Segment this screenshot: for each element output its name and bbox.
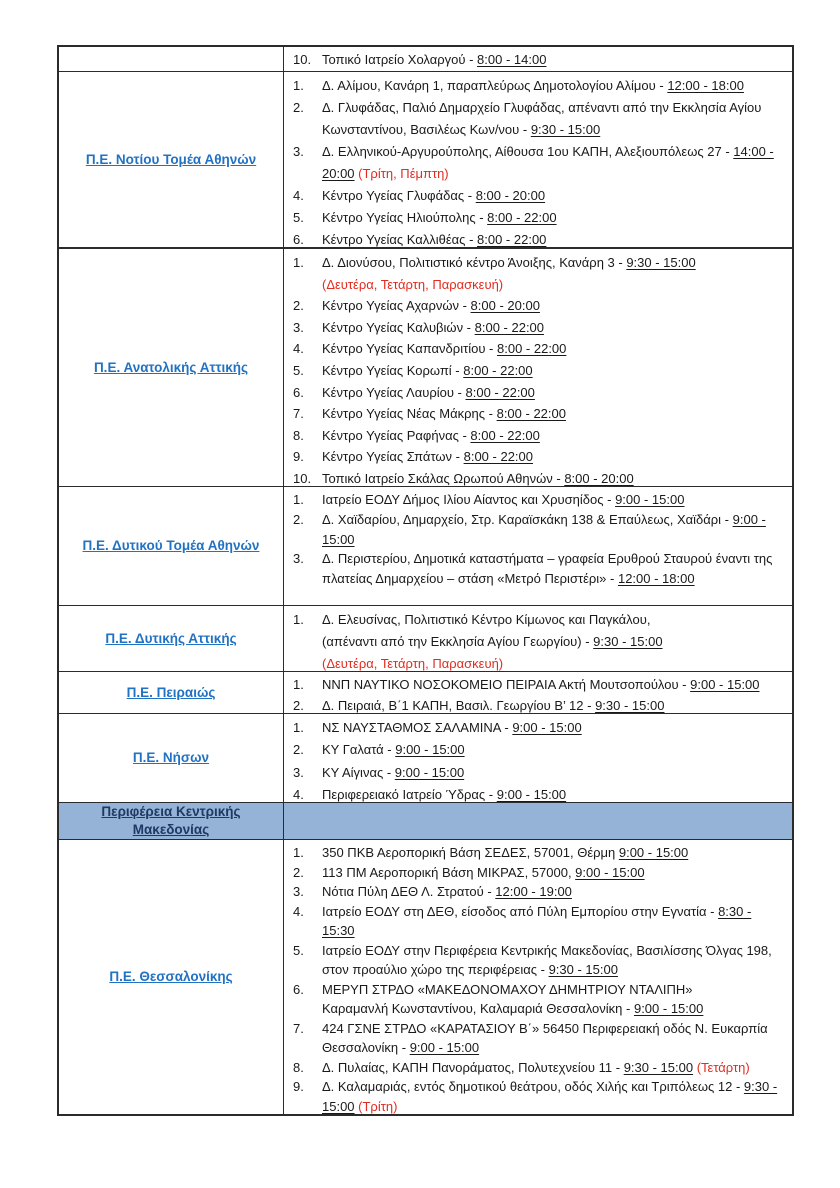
region-link[interactable]: Περιφέρεια Κεντρικής Μακεδονίας — [101, 804, 241, 837]
item-number: 10. — [293, 470, 312, 486]
table-row — [59, 606, 792, 672]
location-text: Καραμανλή Κωνσταντίνου, Καλαμαριά Θεσσαλονίκη - — [322, 1001, 634, 1016]
opening-hours: 9:30 - 15:00 — [595, 697, 665, 713]
list-item — [293, 1058, 786, 1078]
list-item — [293, 863, 786, 883]
item-number: 2. — [293, 864, 304, 880]
list-item — [293, 229, 786, 247]
location-text: Δ. Γλυφάδας, Παλιό Δημαρχείο Γλυφάδας, απέναντι από την Εκκλησία Αγίου Κωνσταντίνου, Βασιλέως Κων/νου - — [322, 100, 762, 137]
item-text — [322, 338, 786, 360]
locations-cell — [284, 840, 792, 1114]
item-number: 5. — [293, 942, 304, 958]
list-item — [293, 50, 786, 70]
day-note: (Τρίτη, Πέμπτη) — [354, 166, 449, 181]
location-text: Ιατρείο ΕΟΔΥ Δήμος Ιλίου Αίαντος και Χρυσηίδος - — [322, 492, 616, 507]
day-note: (Τρίτη) — [354, 1098, 398, 1114]
item-number: 2. — [293, 100, 304, 115]
item-number: 2. — [293, 511, 304, 527]
opening-hours: 9:30 - 15:00 — [322, 1079, 778, 1114]
region-cell — [59, 72, 284, 247]
table-row — [59, 487, 792, 606]
item-text — [322, 50, 786, 70]
list-item — [293, 762, 786, 784]
day-note: (Τετάρτη) — [693, 1059, 750, 1075]
item-number: 6. — [293, 981, 304, 997]
table-row — [59, 672, 792, 714]
list-item — [293, 941, 786, 980]
region-link[interactable]: Π.Ε. Νοτίου Τομέα Αθηνών — [85, 151, 257, 167]
item-text — [322, 229, 786, 247]
opening-hours: 8:00 - 22:00 — [477, 232, 547, 247]
item-text — [322, 762, 786, 784]
item-text — [322, 75, 786, 97]
locations-cell — [284, 606, 792, 671]
opening-hours: 8:00 - 22:00 — [496, 406, 566, 422]
item-text — [322, 490, 786, 510]
opening-hours: 8:30 - 15:30 — [322, 903, 752, 938]
list-item — [293, 696, 786, 713]
item-text — [322, 980, 786, 1019]
item-text — [322, 902, 786, 941]
item-text — [322, 382, 786, 404]
opening-hours: 9:30 - 15:00 — [548, 962, 618, 977]
table-row — [59, 840, 792, 1114]
item-number: 6. — [293, 384, 304, 400]
region-link[interactable]: Π.Ε. Πειραιώς — [126, 684, 216, 700]
list-item — [293, 446, 786, 468]
opening-hours: 8:00 - 22:00 — [463, 449, 533, 465]
location-text: Δ. Χαϊδαρίου, Δημαρχείο, Στρ. Καραϊσκάκη 138 & Επαύλεως, Χαϊδάρι - — [322, 511, 733, 527]
item-number: 1. — [293, 78, 304, 93]
region-cell — [59, 714, 284, 802]
opening-hours: 9:00 - 15:00 — [395, 742, 465, 758]
list-item — [293, 403, 786, 425]
item-text — [322, 141, 786, 185]
item-number: 10. — [293, 52, 312, 67]
location-text: ΝΣ ΝΑΥΣΤΑΘΜΟΣ ΣΑΛΑΜΙΝΑ - — [322, 720, 513, 735]
item-number: 3. — [293, 884, 304, 899]
location-text: Δ. Περιστερίου, Δημοτικά καταστήματα – γραφεία Ερυθρού Σταυρού έναντι της πλατείας Δημαρχείου – στάση «Μετρό Περιστέρι» - — [322, 551, 773, 587]
table-row — [59, 714, 792, 803]
item-text — [322, 675, 786, 696]
opening-hours: 8:00 - 22:00 — [474, 319, 545, 335]
region-link[interactable]: Π.Ε. Ανατολικής Αττικής — [93, 359, 249, 375]
location-text: ΚΥ Γαλατά - — [322, 742, 396, 758]
list-item — [293, 360, 786, 382]
item-number: 1. — [293, 845, 304, 860]
item-text — [322, 784, 786, 802]
table-row — [59, 249, 792, 487]
list-item — [293, 980, 786, 1019]
locations-cell — [284, 249, 792, 486]
schedule-table — [57, 45, 794, 1116]
location-text: Δ. Καλαμαριάς, εντός δημοτικού θεάτρου, οδός Χιλής και Τριπόλεως 12 - — [322, 1079, 744, 1094]
region-cell — [59, 249, 284, 486]
item-number: 2. — [293, 298, 304, 314]
opening-hours: 9:30 - 15:00 — [593, 634, 663, 649]
opening-hours: 8:00 - 20:00 — [470, 298, 540, 314]
item-number: 8. — [293, 427, 304, 443]
region-cell — [59, 606, 284, 671]
location-text: Κέντρο Υγείας Καλυβιών - — [322, 319, 475, 335]
item-number: 1. — [293, 677, 304, 692]
region-link[interactable]: Π.Ε. Δυτικού Τομέα Αθηνών — [82, 538, 260, 553]
item-text — [322, 1058, 786, 1078]
location-text: Κέντρο Υγείας Αχαρνών - — [322, 298, 471, 314]
location-text: 424 ΓΣΝΕ ΣΤΡΔΟ «ΚΑΡΑΤΑΣΙΟΥ Β΄» 56450 Περιφερειακή οδός Ν. Ευκαρπία Θεσσαλονίκη - — [322, 1020, 768, 1055]
item-text — [322, 295, 786, 317]
location-text: Δ. Ελευσίνας, Πολιτιστικό Κέντρο Κίμωνος και Παγκάλου, — [322, 612, 651, 627]
location-text: Κέντρο Υγείας Σπάτων - — [322, 449, 464, 465]
opening-hours: 12:00 - 18:00 — [667, 78, 744, 93]
list-item — [293, 609, 786, 671]
item-text — [322, 317, 786, 339]
item-number: 3. — [293, 319, 304, 335]
location-text: Κέντρο Υγείας Καπανδριτίου - — [322, 341, 497, 357]
opening-hours: 9:00 - 15:00 — [633, 1001, 704, 1016]
opening-hours: 9:30 - 15:00 — [626, 255, 696, 270]
list-item — [293, 510, 786, 550]
item-text — [322, 843, 786, 863]
locations-cell — [284, 714, 792, 802]
opening-hours: 9:00 - 15:00 — [690, 677, 760, 692]
list-item — [293, 675, 786, 696]
list-item — [293, 207, 786, 229]
item-number: 2. — [293, 742, 304, 758]
item-text — [322, 97, 786, 141]
location-text: ΝΝΠ ΝΑΥΤΙΚΟ ΝΟΣΟΚΟΜΕΙΟ ΠΕΙΡΑΙΑ Ακτή Μουτσοπούλου - — [322, 677, 691, 692]
opening-hours: 8:00 - 22:00 — [463, 362, 533, 378]
location-text: Δ. Πυλαίας, ΚΑΠΗ Πανοράματος, Πολυτεχνείου 11 - — [322, 1059, 624, 1075]
opening-hours: 9:00 - 15:00 — [394, 764, 465, 780]
item-number: 4. — [293, 786, 304, 802]
item-text — [322, 403, 786, 425]
item-number: 9. — [293, 1079, 304, 1094]
opening-hours: 8:00 - 20:00 — [475, 188, 546, 203]
list-item — [293, 141, 786, 185]
opening-hours: 9:00 - 15:00 — [575, 864, 645, 880]
opening-hours: 8:00 - 22:00 — [497, 341, 567, 357]
day-note: (Δευτέρα, Τετάρτη, Παρασκευή) — [322, 656, 504, 671]
list-item — [293, 338, 786, 360]
location-text: Νότια Πύλη ΔΕΘ Λ. Στρατού - — [322, 884, 496, 899]
item-text — [322, 1019, 786, 1058]
region-link[interactable]: Π.Ε. Νήσων — [132, 750, 210, 765]
opening-hours: 9:00 - 15:00 — [496, 786, 567, 802]
location-text: Δ. Αλίμου, Κανάρη 1, παραπλεύρως Δημοτολογίου Αλίμου - — [322, 78, 668, 93]
location-text: Ιατρείο ΕΟΔΥ στην Περιφέρεια Κεντρικής Μακεδονίας, Βασιλίσσης Όλγας 198, στον προαύλιο χώρο της περιφέρειας - — [322, 942, 772, 977]
location-text: Δ. Διονύσου, Πολιτιστικό κέντρο Άνοιξης, Κανάρη 3 - — [322, 255, 627, 270]
list-item — [293, 902, 786, 941]
list-item — [293, 490, 786, 510]
opening-hours: 9:00 - 15:00 — [512, 720, 582, 735]
opening-hours: 14:00 - 20:00 — [322, 144, 774, 181]
location-text: 113 ΠΜ Αεροπορική Βάση ΜΙΚΡΑΣ, 57000, — [322, 864, 576, 880]
opening-hours: 12:00 - 18:00 — [617, 571, 695, 587]
location-text: Τοπικό Ιατρείο Χολαργού - — [322, 52, 478, 67]
item-number: 3. — [293, 551, 304, 567]
item-text — [322, 360, 786, 382]
item-text — [322, 425, 786, 447]
item-text — [322, 446, 786, 468]
location-text: Περιφερειακό Ιατρείο Ύδρας - — [322, 786, 497, 802]
opening-hours: 12:00 - 19:00 — [495, 884, 572, 899]
table-row — [59, 72, 792, 249]
item-text — [322, 207, 786, 229]
region-link[interactable]: Π.Ε. Δυτικής Αττικής — [105, 630, 237, 646]
list-item — [293, 1019, 786, 1058]
item-number: 3. — [293, 144, 304, 159]
item-text — [322, 717, 786, 739]
list-item — [293, 843, 786, 863]
item-text — [322, 882, 786, 902]
location-text: Κέντρο Υγείας Ραφήνας - — [322, 427, 471, 443]
locations-cell — [284, 803, 792, 839]
item-number: 4. — [293, 341, 304, 357]
opening-hours: 9:00 - 15:00 — [618, 845, 689, 860]
location-text: ΚΥ Αίγινας - — [322, 764, 395, 780]
list-item — [293, 739, 786, 761]
item-text — [322, 1077, 786, 1114]
item-number: 5. — [293, 210, 304, 225]
item-number: 7. — [293, 406, 304, 422]
list-item — [293, 882, 786, 902]
region-link[interactable]: Π.Ε. Θεσσαλονίκης — [109, 969, 233, 984]
opening-hours: 8:00 - 14:00 — [477, 52, 547, 67]
location-text: Κέντρο Υγείας Ηλιούπολης - — [322, 210, 488, 225]
list-item — [293, 549, 786, 589]
opening-hours: 9:00 - 15:00 — [615, 492, 685, 507]
item-number: 1. — [293, 492, 304, 507]
item-text — [322, 941, 786, 980]
region-cell — [59, 487, 284, 605]
location-text: 350 ΠΚΒ Αεροπορική Βάση ΣΕΔΕΣ, 57001, Θέρμη — [322, 845, 619, 860]
table-row — [59, 803, 792, 840]
opening-hours: 8:00 - 20:00 — [564, 470, 634, 486]
region-cell — [59, 840, 284, 1114]
item-number: 9. — [293, 449, 304, 465]
opening-hours: 8:00 - 22:00 — [465, 384, 535, 400]
location-text: Τοπικό Ιατρείο Σκάλας Ωρωπού Αθηνών - — [322, 470, 565, 486]
location-text: Κέντρο Υγείας Καλλιθέας - — [322, 232, 478, 247]
list-item — [293, 717, 786, 739]
location-text: Κέντρο Υγείας Νέας Μάκρης - — [322, 406, 497, 422]
item-number: 2. — [293, 697, 304, 713]
item-text — [322, 468, 786, 486]
item-number: 7. — [293, 1020, 304, 1036]
list-item — [293, 425, 786, 447]
item-number: 6. — [293, 232, 304, 247]
location-text: Δ. Ελληνικού-Αργυρούπολης, Αίθουσα 1ου ΚΑΠΗ, Αλεξιουπόλεως 27 - — [322, 144, 734, 159]
table-row — [59, 47, 792, 72]
opening-hours: 9:00 - 15:00 — [409, 1040, 480, 1055]
item-number: 8. — [293, 1059, 304, 1075]
list-item — [293, 75, 786, 97]
locations-cell — [284, 487, 792, 605]
location-text: Κέντρο Υγείας Γλυφάδας - — [322, 188, 476, 203]
item-text — [322, 739, 786, 761]
list-item — [293, 185, 786, 207]
locations-cell — [284, 672, 792, 713]
item-text — [322, 185, 786, 207]
item-text — [322, 252, 786, 295]
item-number: 4. — [293, 188, 304, 203]
item-number: 4. — [293, 903, 304, 919]
opening-hours: 8:00 - 22:00 — [470, 427, 540, 443]
item-text — [322, 510, 786, 550]
item-text — [322, 609, 786, 671]
location-text: Κέντρο Υγείας Λαυρίου - — [322, 384, 466, 400]
item-text — [322, 863, 786, 883]
opening-hours: 9:00 - 15:00 — [322, 511, 766, 547]
item-number: 5. — [293, 362, 304, 378]
item-number: 1. — [293, 612, 304, 627]
item-text — [322, 696, 786, 713]
item-number: 1. — [293, 720, 304, 735]
opening-hours: 9:30 - 15:00 — [530, 122, 601, 137]
list-item — [293, 784, 786, 802]
locations-cell — [284, 72, 792, 247]
list-item — [293, 97, 786, 141]
locations-cell — [284, 47, 792, 71]
opening-hours: 8:00 - 22:00 — [487, 210, 557, 225]
location-text: (απέναντι από την Εκκλησία Αγίου Γεωργίου) - — [322, 634, 594, 649]
location-text: Ιατρείο ΕΟΔΥ στη ΔΕΘ, είσοδος από Πύλη Εμπορίου στην Εγνατία - — [322, 903, 719, 919]
day-note: (Δευτέρα, Τετάρτη, Παρασκευή) — [322, 276, 504, 292]
list-item — [293, 1077, 786, 1114]
opening-hours: 9:30 - 15:00 — [623, 1059, 694, 1075]
list-item — [293, 252, 786, 295]
location-text: Κέντρο Υγείας Κορωπί - — [322, 362, 464, 378]
item-number: 3. — [293, 764, 304, 780]
location-text: ΜΕΡΥΠ ΣΤΡΔΟ «ΜΑΚΕΔΟΝΟΜΑΧΟΥ ΔΗΜΗΤΡΙΟΥ ΝΤΑΛΙΠΗ» — [322, 981, 693, 997]
list-item — [293, 317, 786, 339]
list-item — [293, 295, 786, 317]
item-text — [322, 549, 786, 589]
item-number: 1. — [293, 255, 304, 270]
region-cell — [59, 672, 284, 713]
list-item — [293, 468, 786, 486]
region-header-cell — [59, 803, 284, 839]
location-text: Δ. Πειραιά, Β΄1 ΚΑΠΗ, Βασιλ. Γεωργίου Β’ 12 - — [322, 697, 596, 713]
region-cell — [59, 47, 284, 71]
list-item — [293, 382, 786, 404]
